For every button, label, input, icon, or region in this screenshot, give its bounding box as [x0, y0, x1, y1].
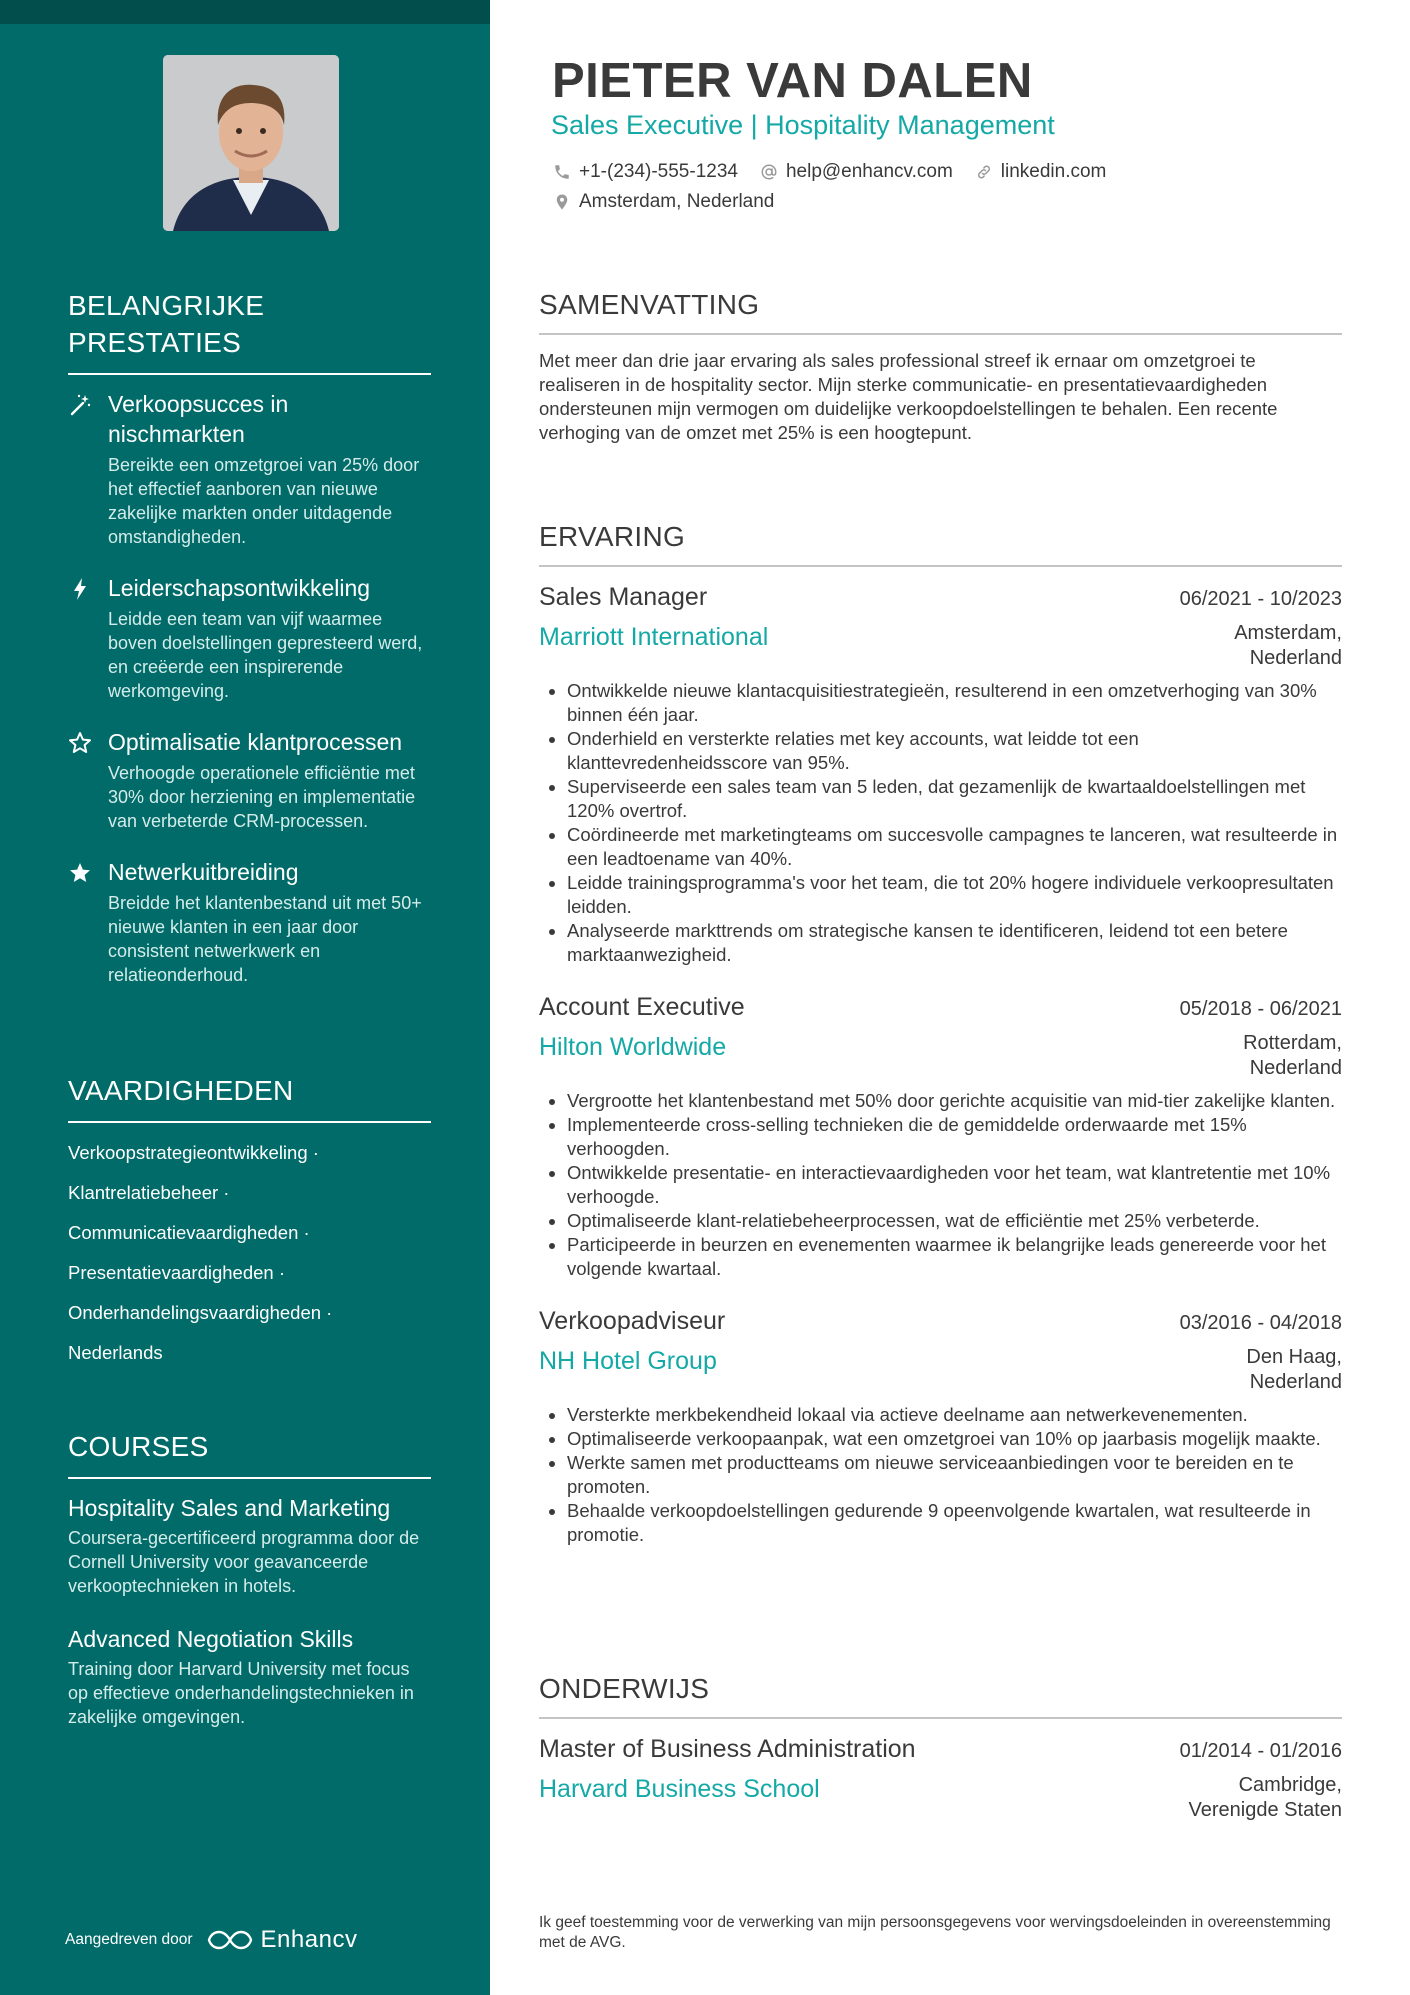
- star-outline-icon: [68, 731, 92, 755]
- education-dates: 01/2014 - 01/2016: [1179, 1740, 1342, 1762]
- job-role: Account Executive: [539, 993, 745, 1021]
- skill-item: Verkoopstrategieontwikkeling ·: [68, 1142, 319, 1163]
- job-location-country: Nederland: [1249, 647, 1342, 669]
- education-degree: Master of Business Administration: [539, 1735, 916, 1763]
- phone-text: +1-(234)-555-1234: [579, 161, 738, 182]
- email-contact[interactable]: [760, 161, 953, 183]
- link-icon: [975, 163, 993, 181]
- achievement-item: [68, 573, 431, 703]
- contact-row: [553, 161, 1106, 183]
- location-text: Amsterdam, Nederland: [579, 191, 775, 212]
- job-bullet: Participeerde in beurzen en evenementen waarmee ik belangrijke leads genereerde voor het volgende kwartaal.: [539, 1233, 1342, 1281]
- location-pin-icon: [553, 193, 571, 211]
- achievement-desc: Verhoogde operationele efficiëntie met 30% door herziening en implementatie van verbeterde CRM-processen.: [108, 763, 416, 831]
- lightning-icon: [68, 577, 92, 601]
- job-bullet: Optimaliseerde klant-relatiebeheerprocessen, wat de efficiëntie met 25% verbeterde.: [539, 1209, 1342, 1233]
- job-role: Sales Manager: [539, 583, 708, 611]
- education-location-country: Verenigde Staten: [1188, 1799, 1342, 1821]
- job-company: Marriott International: [539, 623, 769, 651]
- education-entry: [539, 1733, 1342, 1823]
- job-entry: [539, 581, 1342, 967]
- skills-section: [68, 1072, 431, 1381]
- job-role: Verkoopadviseur: [539, 1307, 726, 1335]
- achievement-item: [68, 389, 431, 549]
- experience-title: ERVARING: [539, 518, 1342, 567]
- email-text: help@enhancv.com: [785, 161, 953, 182]
- job-dates: 03/2016 - 04/2018: [1179, 1312, 1342, 1334]
- course-item: [68, 1624, 431, 1729]
- powered-by: [65, 1926, 357, 1954]
- education-title: ONDERWIJS: [539, 1670, 1342, 1719]
- job-location-city: Rotterdam,: [1243, 1032, 1342, 1054]
- education-section: [539, 1670, 1342, 1847]
- skills-title: VAARDIGHEDEN: [68, 1072, 431, 1123]
- infinity-logo-icon: [207, 1928, 253, 1952]
- summary-text: Met meer dan drie jaar ervaring als sales professional streef ik ernaar om omzetgroei te realiseren in de hospitality sector. Mijn sterke communicatie- en presentatievaardigheden ondersteunen mijn vermogen om duidelijke verkoopdoelstellingen te behalen. Een recente verhoging van de omzet met 25% is een hoogtepunt.: [539, 350, 1278, 443]
- magic-wand-icon: [68, 393, 92, 417]
- achievement-desc: Breidde het klantenbestand uit met 50+ nieuwe klanten in een jaar door consistent netwerkwerk en relatieonderhoud.: [108, 893, 422, 985]
- job-entry: [539, 991, 1342, 1281]
- brand-logo[interactable]: [207, 1926, 358, 1954]
- candidate-tagline: Sales Executive | Hospitality Management: [551, 110, 1055, 140]
- job-dates: 05/2018 - 06/2021: [1179, 998, 1342, 1020]
- job-dates: 06/2021 - 10/2023: [1179, 588, 1342, 610]
- job-bullet: Analyseerde markttrends om strategische kansen te identificeren, leidend tot een betere marktaanwezigheid.: [539, 919, 1342, 967]
- achievement-desc: Leidde een team van vijf waarmee boven doelstellingen gepresteerd werd, en creëerde een inspirerende werkomgeving.: [108, 609, 423, 701]
- achievement-title: Netwerkuitbreiding: [108, 859, 299, 885]
- course-desc: Training door Harvard University met focus op effectieve onderhandelingstechnieken in zakelijke omgevingen.: [68, 1659, 414, 1727]
- job-bullet: Versterkte merkbekendheid lokaal via actieve deelname aan netwerkevenementen.: [539, 1403, 1342, 1427]
- achievement-item: [68, 727, 431, 833]
- job-bullet: Werkte samen met productteams om nieuwe serviceaanbiedingen voor te bereiden en te promoten.: [539, 1451, 1342, 1499]
- achievement-item: [68, 857, 431, 987]
- job-entry: [539, 1305, 1342, 1547]
- summary-section: [539, 286, 1342, 445]
- job-location-country: Nederland: [1249, 1057, 1342, 1079]
- job-bullet: Behaalde verkoopdoelstellingen gedurende 9 opeenvolgende kwartalen, wat resulteerde in promotie.: [539, 1499, 1342, 1547]
- job-bullets: [539, 679, 1342, 967]
- course-title: Advanced Negotiation Skills: [68, 1626, 354, 1652]
- achievements-section: [68, 287, 431, 1011]
- sidebar: [0, 0, 490, 1995]
- job-bullet: Implementeerde cross-selling technieken die de gemiddelde orderwaarde met 15% verhoogden.: [539, 1113, 1342, 1161]
- candidate-name: PIETER VAN DALEN: [552, 54, 1033, 108]
- job-location-country: Nederland: [1249, 1371, 1342, 1393]
- skill-item: Communicatievaardigheden ·: [68, 1222, 310, 1243]
- phone-contact[interactable]: [553, 161, 738, 183]
- job-location-city: Den Haag,: [1246, 1346, 1342, 1368]
- gdpr-consent: Ik geef toestemming voor de verwerking van mijn persoonsgegevens voor wervingsdoeleinden in overeenstemming met de AVG.: [539, 1914, 1331, 1951]
- achievement-title: Optimalisatie klantprocessen: [108, 729, 403, 755]
- job-bullets: [539, 1403, 1342, 1547]
- courses-title: COURSES: [68, 1428, 431, 1479]
- course-item: [68, 1493, 431, 1598]
- sidebar-top-bar: [0, 0, 490, 24]
- job-bullets: [539, 1089, 1342, 1281]
- job-bullet: Vergrootte het klantenbestand met 50% door gerichte acquisitie van mid-tier zakelijke klanten.: [539, 1089, 1342, 1113]
- skill-item: Onderhandelingsvaardigheden ·: [68, 1302, 333, 1323]
- achievement-desc: Bereikte een omzetgroei van 25% door het effectief aanboren van nieuwe zakelijke markten onder uitdagende omstandigheden.: [108, 455, 420, 547]
- job-bullet: Leidde trainingsprogramma's voor het team, die tot 20% hogere individuele verkoopresultaten leidden.: [539, 871, 1342, 919]
- job-bullet: Optimaliseerde verkoopaanpak, wat een omzetgroei van 10% op jaarbasis mogelijk maakte.: [539, 1427, 1342, 1451]
- location-contact: [553, 191, 774, 213]
- skill-item: Nederlands: [68, 1342, 163, 1363]
- job-location: [1234, 621, 1342, 671]
- job-location: [1246, 1345, 1342, 1395]
- linkedin-text: linkedin.com: [1000, 161, 1107, 182]
- star-filled-icon: [68, 861, 92, 885]
- powered-by-label: Aangedreven door: [65, 1931, 193, 1948]
- phone-icon: [553, 163, 571, 181]
- achievement-title: Verkoopsucces in nischmarkten: [108, 391, 289, 447]
- job-company: NH Hotel Group: [539, 1347, 717, 1375]
- job-location: [1243, 1031, 1342, 1081]
- job-location-city: Amsterdam,: [1234, 622, 1342, 644]
- job-bullet: Ontwikkelde presentatie- en interactievaardigheden voor het team, wat klantretentie met 10% verhoogde.: [539, 1161, 1342, 1209]
- at-sign-icon: [760, 163, 778, 181]
- education-location-city: Cambridge,: [1238, 1774, 1342, 1796]
- summary-title: SAMENVATTING: [539, 286, 1342, 335]
- education-location: [1189, 1773, 1342, 1823]
- courses-section: [68, 1428, 431, 1755]
- course-desc: Coursera-gecertificeerd programma door de Cornell University voor geavanceerde verkooptechnieken in hotels.: [68, 1528, 420, 1596]
- brand-name: Enhancv: [260, 1926, 358, 1953]
- profile-photo: [163, 55, 339, 231]
- job-bullet: Superviseerde een sales team van 5 leden, dat gezamenlijk de kwartaaldoelstellingen met 120% overtrof.: [539, 775, 1342, 823]
- skill-item: Presentatievaardigheden ·: [68, 1262, 286, 1283]
- job-bullet: Ontwikkelde nieuwe klantacquisitiestrategieën, resulterend in een omzetverhoging van 30% binnen één jaar.: [539, 679, 1342, 727]
- linkedin-contact[interactable]: [975, 161, 1107, 183]
- location-row: [553, 191, 774, 213]
- education-school: Harvard Business School: [539, 1775, 820, 1803]
- job-bullet: Coördineerde met marketingteams om succesvolle campagnes te lanceren, wat resulteerde in een leadtoename van 40%.: [539, 823, 1342, 871]
- course-title: Hospitality Sales and Marketing: [68, 1495, 391, 1521]
- experience-section: [539, 518, 1342, 1571]
- skill-item: Klantrelatiebeheer ·: [68, 1182, 230, 1203]
- job-bullet: Onderhield en versterkte relaties met key accounts, wat leidde tot een klanttevredenheidsscore van 95%.: [539, 727, 1342, 775]
- achievement-title: Leiderschapsontwikkeling: [108, 575, 371, 601]
- achievements-title: BELANGRIJKE PRESTATIES: [68, 287, 431, 375]
- job-company: Hilton Worldwide: [539, 1033, 727, 1061]
